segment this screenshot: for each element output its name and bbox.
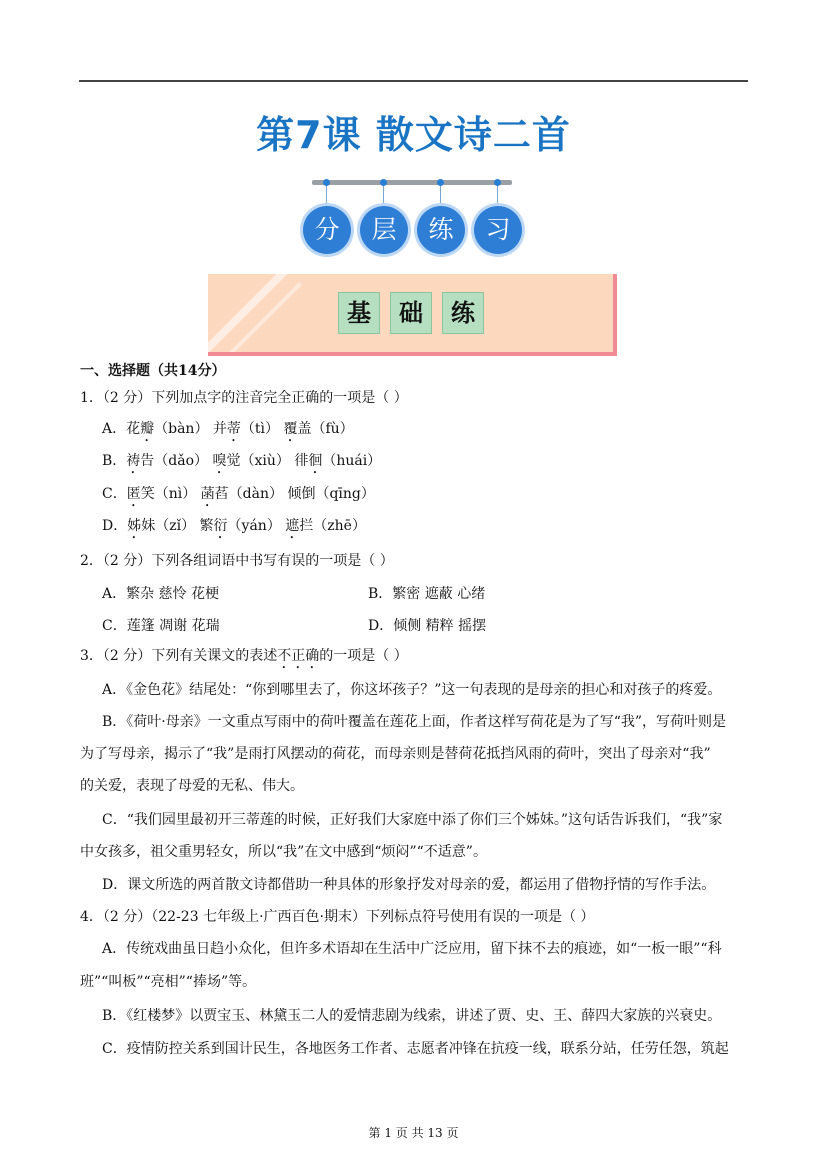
hanger-string <box>440 186 441 208</box>
hanger-dot <box>437 179 444 186</box>
badge-circle: 练 <box>417 206 465 254</box>
option-a: A．传统戏曲虽日趋小众化，但许多术语却在生活中广泛应用，留下抹不去的痕迹，如“一板一眼”“科 <box>102 941 722 957</box>
page-title: 第7课 散文诗二首 <box>256 113 571 157</box>
option-c: C．疫情防控关系到国计民生，各地医务工作者、志愿者冲锋在抗疫一线，联系分站，任劳任怨，筑起 <box>102 1041 729 1057</box>
option-a-continued: 班”“叫板”“亮相”“捧场”等。 <box>80 974 257 990</box>
option-b-continued: 为了写母亲，揭示了“我”是雨打风摆动的荷花，而母亲则是替荷花抵挡风雨的荷叶，突出了母亲对“我” <box>80 746 711 762</box>
option-a: A．《金色花》结尾处：“你到哪里去了，你这坏孩子？”这一句表现的是母亲的担心和对孩子的疼爱。 <box>102 682 722 698</box>
option-b: B．祷告（dǎo） 嗅觉（xiù） 徘徊（huái） <box>102 453 382 469</box>
hanger-dot <box>494 179 501 186</box>
hanger-dot <box>323 179 330 186</box>
hanger-string <box>326 186 327 208</box>
option-d: D．姊妹（zǐ） 繁衍（yán） 遮拦（zhē） <box>102 518 366 534</box>
option-d: D．课文所选的两首散文诗都借助一种具体的形象抒发对母亲的爱，都运用了借物抒情的写作手法。 <box>102 877 716 893</box>
option-c: C．“我们园里最初开三蒂莲的时候，正好我们大家庭中添了你们三个姊妹。”这句话告诉我们，“我”家 <box>102 812 723 828</box>
hanger-string <box>497 186 498 208</box>
badge-circle: 分 <box>303 206 351 254</box>
header-rule <box>79 80 748 82</box>
hanger-dot <box>380 179 387 186</box>
option-b: B．《红楼梦》以贾宝玉、林黛玉二人的爱情悲剧为线索，讲述了贾、史、王、薛四大家族的兴衰史。 <box>102 1008 722 1024</box>
option-c: C．匿笑（nì） 菡萏（dàn） 倾倒（qīng） <box>102 486 375 502</box>
option-b-continued: 的关爱，表现了母爱的无私、伟大。 <box>80 778 304 794</box>
option-c: C．莲篷 凋谢 花瑞 <box>102 618 220 634</box>
question-stem: 2．（2 分）下列各组词语中书写有误的一项是（ ） <box>80 553 394 569</box>
hanger-string <box>383 186 384 208</box>
option-a: A．花瓣（bàn） 并蒂（tì） 覆盖（fù） <box>102 421 354 437</box>
banner-tile: 础 <box>390 292 432 334</box>
badge-circle: 层 <box>360 206 408 254</box>
question-stem: 1．（2 分）下列加点字的注音完全正确的一项是（ ） <box>80 390 408 406</box>
banner-decoration <box>208 274 293 353</box>
question-stem: 4．（2 分）（22-23 七年级上·广西百色·期末）下列标点符号使用有误的一项是（ ） <box>80 909 595 925</box>
option-d: D．倾侧 精粹 摇摆 <box>368 618 487 634</box>
banner-tile: 练 <box>442 292 484 334</box>
level-banner <box>208 274 617 356</box>
page-footer: 第 1 页 共 13 页 <box>368 1126 459 1140</box>
option-b: B．繁密 遮蔽 心绪 <box>368 586 486 602</box>
badge-circle: 习 <box>474 206 522 254</box>
option-b: B．《荷叶·母亲》一文重点写雨中的荷叶覆盖在莲花上面，作者这样写荷花是为了写“我”，写荷叶则是 <box>102 714 727 730</box>
section-heading: 一、选择题（共14分） <box>80 363 226 379</box>
option-c-continued: 中女孩多，祖父重男轻女，所以“我”在文中感到“烦闷”“不适意”。 <box>80 844 487 860</box>
banner-tile: 基 <box>338 292 380 334</box>
question-stem: 3．（2 分）下列有关课文的表述不正确的一项是（ ） <box>80 648 408 664</box>
badge-hanger <box>312 180 512 185</box>
option-a: A．繁杂 慈怜 花梗 <box>102 586 220 602</box>
